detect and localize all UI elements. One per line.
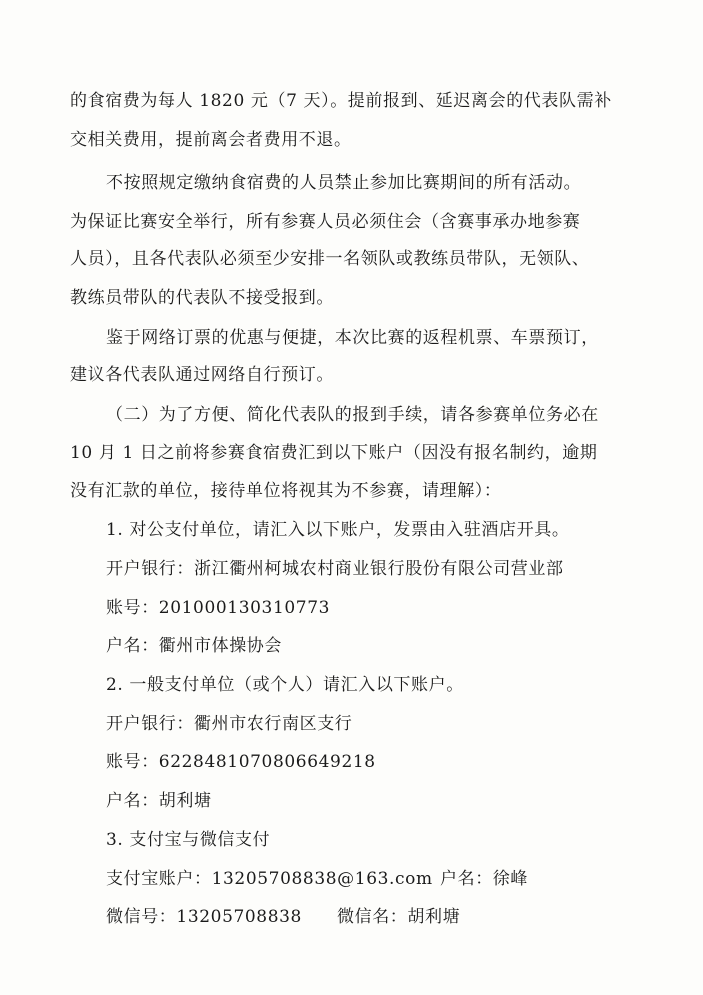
paragraph-line: 鉴于网络订票的优惠与便捷，本次比赛的返程机票、车票预订， [106, 328, 599, 348]
account-section-title: 3. 支付宝与微信支付 [106, 830, 271, 850]
account-name: 户名：胡利塘 [106, 791, 212, 811]
account-number: 账号：6228481070806649218 [106, 752, 376, 772]
alipay-account: 支付宝账户：13205708838@163.com [106, 869, 433, 889]
account-name: 户名：衢州市体操协会 [106, 636, 282, 656]
wechat-id: 微信号：13205708838 [106, 907, 302, 927]
paragraph-line: 不按照规定缴纳食宿费的人员禁止参加比赛期间的所有活动。 [106, 173, 582, 193]
account-section-title: 1. 对公支付单位，请汇入以下账户，发票由入驻酒店开具。 [106, 520, 570, 540]
alipay-name: 户名：徐峰 [440, 869, 528, 889]
wechat-name: 微信名：胡利塘 [337, 907, 461, 927]
account-section-title: 2. 一般支付单位（或个人）请汇入以下账户。 [106, 675, 464, 695]
paragraph-line: 没有汇款的单位，接待单位将视其为不参赛，请理解）： [70, 481, 502, 501]
account-bank: 开户银行：浙江衢州柯城农村商业银行股份有限公司营业部 [106, 559, 564, 579]
account-number: 账号：201000130310773 [106, 598, 331, 618]
paragraph-line: 10 月 1 日之前将参赛食宿费汇到以下账户（因没有报名制约，逾期 [70, 443, 598, 463]
paragraph-line: （二）为了方便、简化代表队的报到手续，请各参赛单位务必在 [106, 405, 599, 425]
paragraph-line: 人员），且各代表队必须至少安排一名领队或教练员带队，无领队、 [70, 249, 590, 269]
paragraph-line: 为保证比赛安全举行，所有参赛人员必须住会（含赛事承办地参赛 [70, 212, 581, 232]
paragraph-line: 教练员带队的代表队不接受报到。 [70, 288, 334, 308]
paragraph-line: 交相关费用，提前离会者费用不退。 [70, 130, 352, 150]
account-bank: 开户银行：衢州市农行南区支行 [106, 714, 353, 734]
paragraph-line: 的食宿费为每人 1820 元（7 天）。提前报到、延迟离会的代表队需补 [70, 91, 612, 111]
paragraph-line: 建议各代表队通过网络自行预订。 [70, 365, 334, 385]
